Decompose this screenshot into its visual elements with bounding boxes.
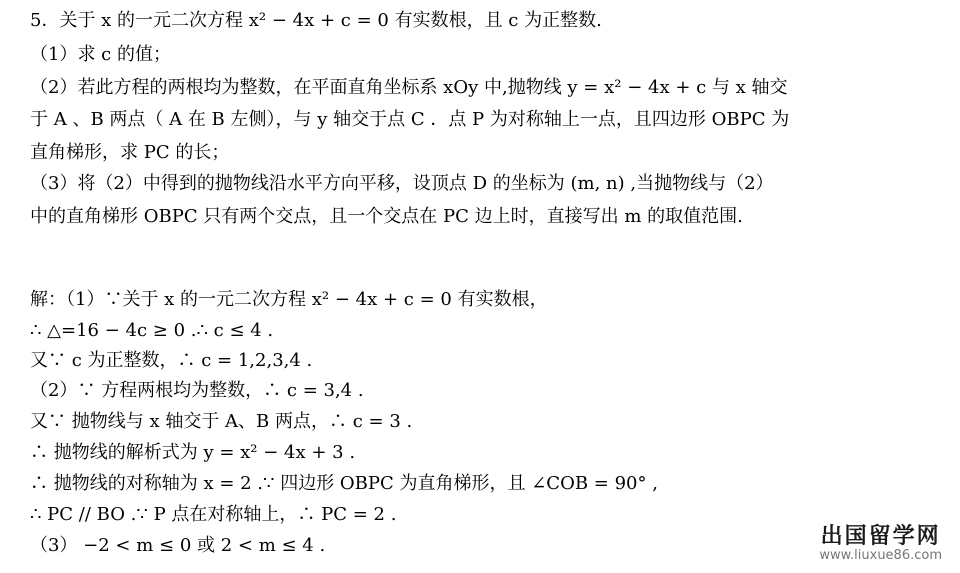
problem-line-6: （3）将（2）中得到的抛物线沿水平方向平移，设顶点 D 的坐标为 (m, n) ,当抛物线与（2） (30, 173, 774, 194)
solution-line-2: ∴ △=16 − 4c ≥ 0 .∴ c ≤ 4 . (30, 320, 274, 341)
problem-line-2: （1）求 c 的值； (30, 44, 171, 65)
watermark-url: www.liuxue86.com (819, 548, 942, 563)
problem-line-1: 5．关于 x 的一元二次方程 x² − 4x + c = 0 有实数根，且 c 为正整数. (30, 10, 602, 31)
solution-line-8: ∴ PC // BO .∵ P 点在对称轴上，∴ PC = 2 . (30, 504, 397, 525)
problem-line-4: 于 A 、B 两点（ A 在 B 左侧），与 y 轴交于点 C ．点 P 为对称轴上一点，且四边形 OBPC 为 (30, 109, 790, 130)
solution-line-5: 又∵ 抛物线与 x 轴交于 A、B 两点，∴ c = 3 . (30, 411, 413, 432)
solution-line-3: 又∵ c 为正整数，∴ c = 1,2,3,4 . (30, 350, 313, 371)
solution-line-1: 解：（1）∵关于 x 的一元二次方程 x² − 4x + c = 0 有实数根， (30, 289, 548, 310)
site-watermark (819, 519, 942, 563)
problem-line-3: （2）若此方程的两根均为整数，在平面直角坐标系 xOy 中,抛物线 y = x² − 4x + c 与 x 轴交 (30, 77, 788, 98)
problem-line-5: 直角梯形，求 PC 的长； (30, 142, 230, 163)
solution-line-6: ∴ 抛物线的解析式为 y = x² − 4x + 3 . (30, 442, 356, 463)
watermark-site-name: 出国留学网 (820, 524, 941, 549)
solution-line-4: （2）∵ 方程两根均为整数，∴ c = 3,4 . (30, 380, 364, 401)
solution-line-9: （3） −2 < m ≤ 0 或 2 < m ≤ 4 . (30, 535, 326, 556)
problem-line-7: 中的直角梯形 OBPC 只有两个交点，且一个交点在 PC 边上时，直接写出 m 的取值范围. (30, 206, 743, 227)
solution-line-7: ∴ 抛物线的对称轴为 x = 2 .∵ 四边形 OBPC 为直角梯形，且 ∠COB = 90° , (30, 473, 658, 494)
